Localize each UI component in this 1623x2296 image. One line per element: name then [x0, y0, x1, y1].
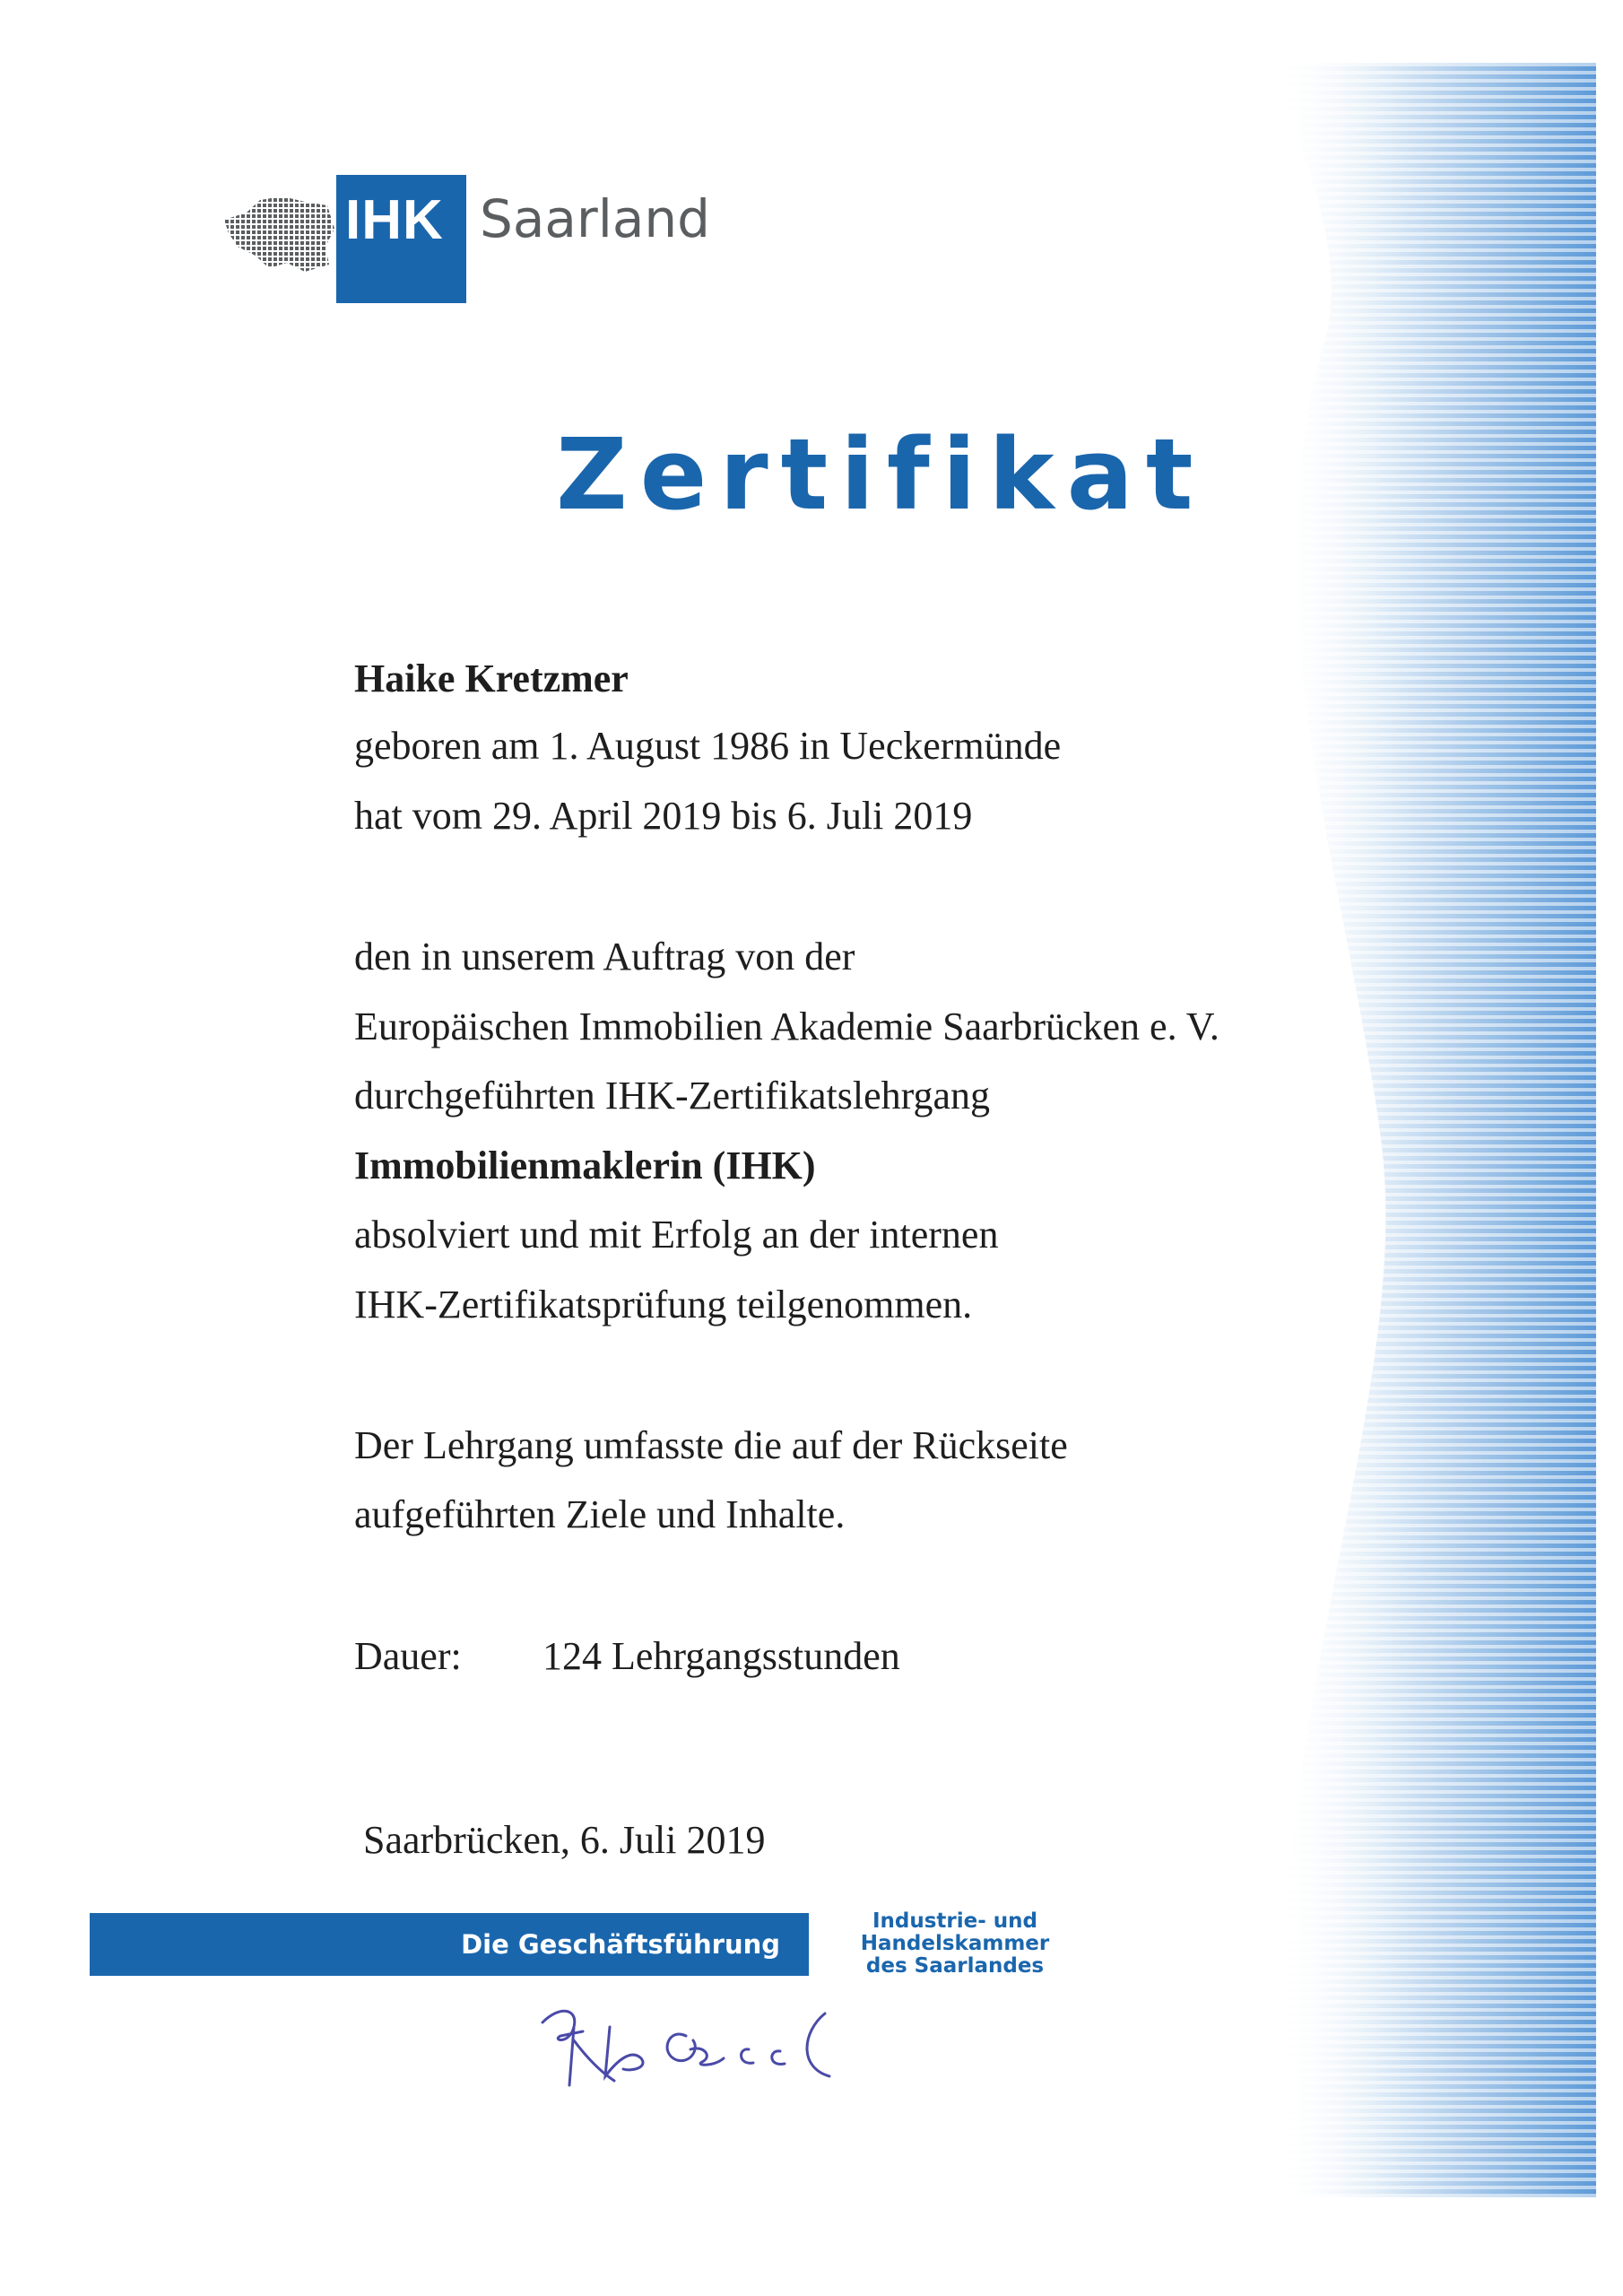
chamber-line: Industrie- und [872, 1909, 1038, 1933]
scope-line1: Der Lehrgang umfasste die auf der Rückseite [354, 1423, 1068, 1467]
course-result-line1: absolviert und mit Erfolg an der internen [354, 1213, 999, 1257]
course-period: hat vom 29. April 2019 bis 6. Juli 2019 [354, 794, 973, 838]
chamber-line: Handelskammer [860, 1932, 1050, 1955]
chamber-line: des Saarlandes [865, 1954, 1045, 1978]
certificate-title: Zertifikat [556, 417, 1206, 532]
decorative-side-band [1273, 63, 1596, 2197]
course-name: Immobilienmaklerin (IHK) [354, 1144, 816, 1187]
management-label: Die Geschäftsführung [461, 1929, 780, 1960]
course-result-line2: IHK-Zertifikatsprüfung teilgenommen. [354, 1283, 973, 1326]
course-provider: Europäischen Immobilien Akademie Saarbrücken e. V. [354, 1004, 1219, 1048]
chamber-name [834, 1910, 1076, 1978]
scope-line2: aufgeführten Ziele und Inhalte. [354, 1492, 846, 1536]
logo-ihk-text: IHK [345, 189, 444, 251]
ihk-saarland-logo [220, 170, 710, 305]
course-type: durchgeführten IHK-Zertifikatslehrgang [354, 1074, 991, 1118]
duration-label: Dauer: [354, 1634, 462, 1678]
logo-region-text: Saarland [480, 188, 710, 249]
course-intro-line: den in unserem Auftrag von der [354, 935, 855, 978]
recipient-name: Haike Kretzmer [354, 657, 629, 700]
management-bar [90, 1913, 809, 1976]
recipient-birth: geboren am 1. August 1986 in Ueckermünde [354, 724, 1062, 768]
place-date: Saarbrücken, 6. Juli 2019 [363, 1818, 766, 1862]
duration-value: 124 Lehrgangsstunden [542, 1634, 900, 1678]
saarland-map-icon [220, 193, 336, 274]
handwritten-signature [534, 1987, 856, 2103]
